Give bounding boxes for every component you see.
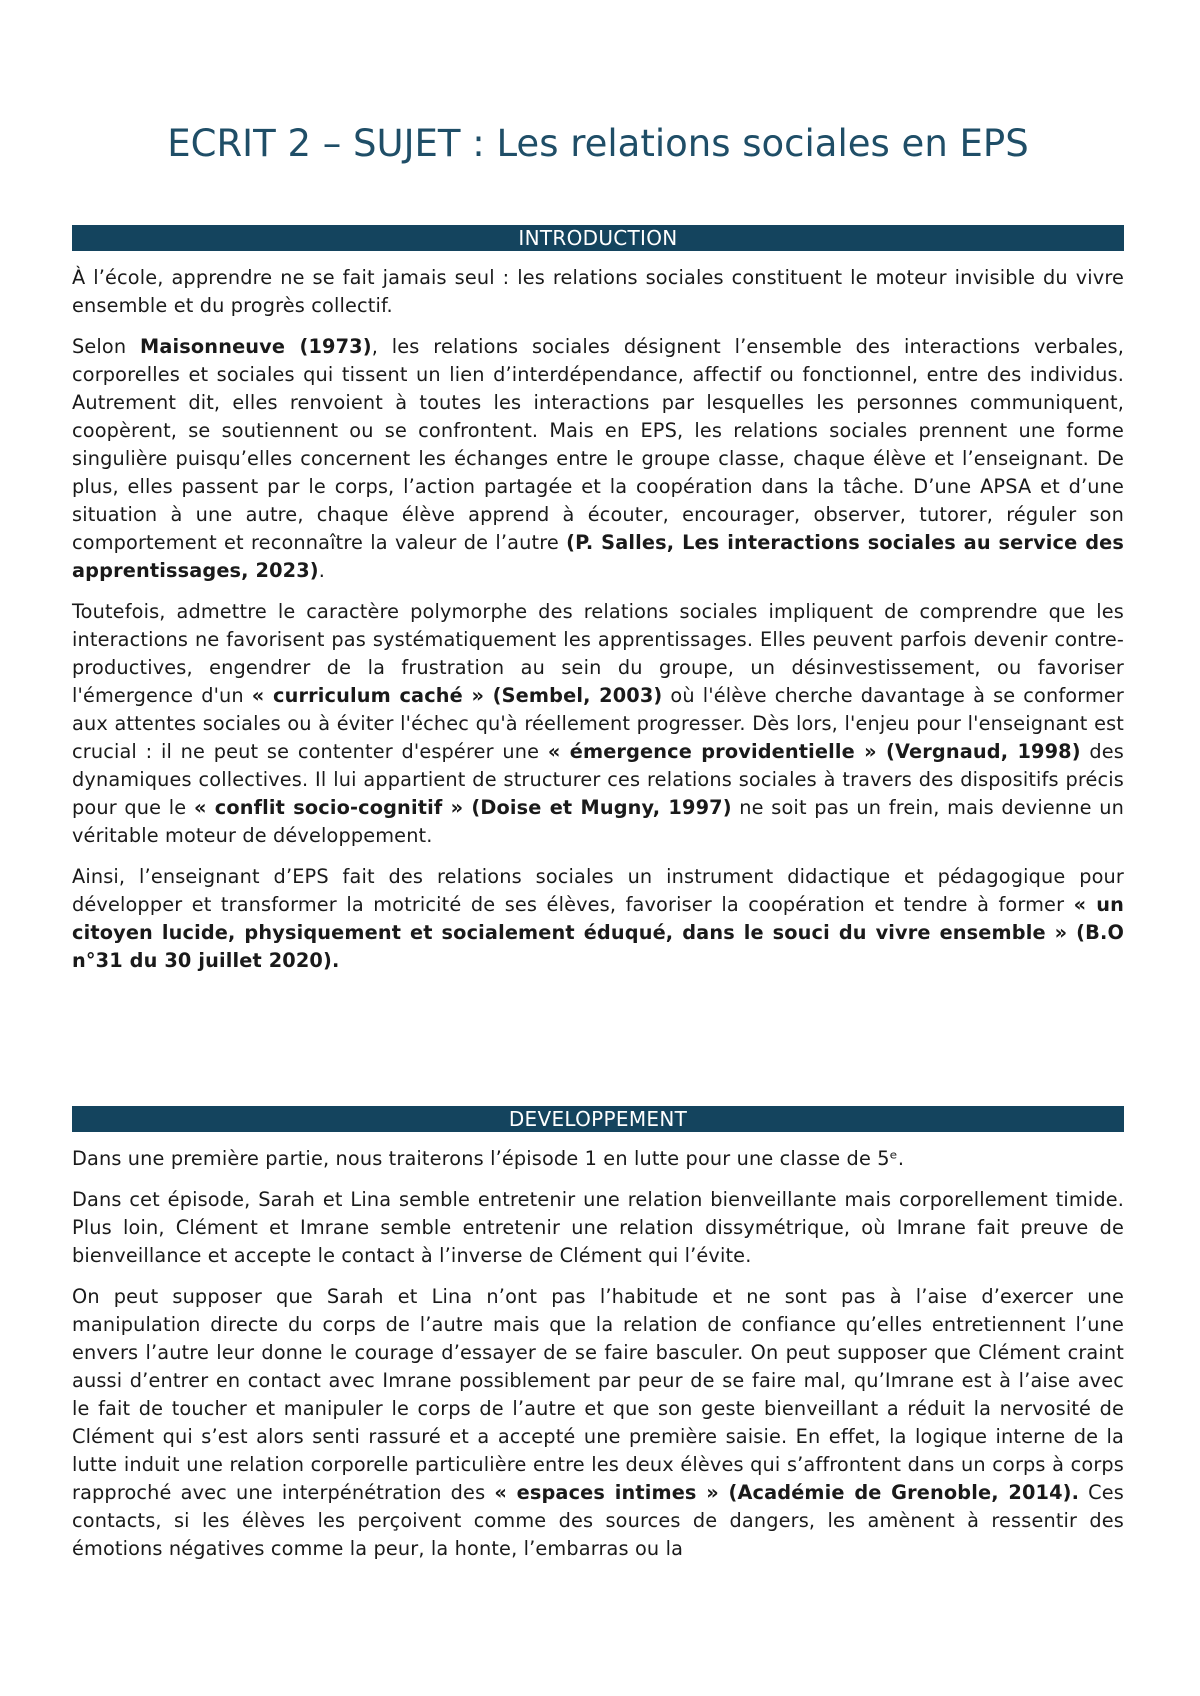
- paragraph: Toutefois, admettre le caractère polymorphe des relations sociales impliquent de comprendre que les interactions ne favorisent pas systématiquement les apprentissages. Elles peuvent parfois devenir contre-productives, engendrer de la frustration au sein du groupe, un désinvestissement, ou favoriser l'émergence d'un « curriculum caché » (Sembel, 2003) où l'élève cherche davantage à se conformer aux attentes sociales ou à éviter l'échec qu'à réellement progresser. Dès lors, l'enjeu pour l'enseignant est crucial : il ne peut se contenter d'espérer une « émergence providentielle » (Vergnaud, 1998) des dynamiques collectives. Il lui appartient de structurer ces relations sociales à travers des dispositifs précis pour que le « conflit socio-cognitif » (Doise et Mugny, 1997) ne soit pas un frein, mais devienne un véritable moteur de développement.: [72, 600, 1124, 847]
- citation: « émergence providentielle » (Vergnaud, 1998): [547, 740, 1081, 763]
- section-heading-developpement: DEVELOPPEMENT: [72, 1106, 1124, 1132]
- section-heading-introduction: INTRODUCTION: [72, 225, 1124, 251]
- paragraph: À l’école, apprendre ne se fait jamais seul : les relations sociales constituent le moteur invisible du vivre ensemble et du progrès collectif.: [72, 266, 1124, 317]
- developpement-section: [72, 1145, 1124, 1576]
- paragraph: Dans cet épisode, Sarah et Lina semble entretenir une relation bienveillante mais corporellement timide. Plus loin, Clément et Imrane semble entretenir une relation dissymétrique, où Imrane fait preuve de bienveillance et accepte le contact à l’inverse de Clément qui l’évite.: [72, 1188, 1124, 1267]
- paragraph: Ainsi, l’enseignant d’EPS fait des relations sociales un instrument didactique et pédagogique pour développer et transformer la motricité de ses élèves, favoriser la coopération et tendre à former « un citoyen lucide, physiquement et socialement éduqué, dans le souci du vivre ensemble » (B.O n°31 du 30 juillet 2020).: [72, 865, 1124, 972]
- paragraph: On peut supposer que Sarah et Lina n’ont pas l’habitude et ne sont pas à l’aise d’exercer une manipulation directe du corps de l’autre mais que la relation de confiance qu’elles entretiennent l’une envers l’autre leur donne le courage d’essayer de se faire basculer. On peut supposer que Clément craint aussi d’entrer en contact avec Imrane possiblement par peur de se faire mal, qu’Imrane est à l’aise avec le fait de toucher et manipuler le corps de l’autre et que son geste bienveillant a réduit la nervosité de Clément qui s’est alors senti rassuré et a accepté une première saisie. En effet, la logique interne de la lutte induit une relation corporelle particulière entre les deux élèves qui s’affrontent dans un corps à corps rapproché avec une interpénétration des « espaces intimes » (Académie de Grenoble, 2014). Ces contacts, si les élèves les perçoivent comme des sources de dangers, les amènent à ressentir des émotions négatives comme la peur, la honte, l’embarras ou la: [72, 1285, 1124, 1560]
- introduction-section: [72, 264, 1124, 988]
- citation: « curriculum caché » (Sembel, 2003): [251, 684, 663, 707]
- paragraph: Dans une première partie, nous traiterons l’épisode 1 en lutte pour une classe de 5ᵉ.: [72, 1147, 905, 1170]
- citation: (P. Salles, Les interactions sociales au service des apprentissages, 2023): [72, 531, 1125, 582]
- citation: « conflit socio-cognitif » (Doise et Mugny, 1997): [193, 796, 732, 819]
- citation: « espaces intimes » (Académie de Grenoble, 2014).: [494, 1481, 1080, 1504]
- citation: « un citoyen lucide, physiquement et socialement éduqué, dans le souci du vivre ensemble » (B.O n°31 du 30 juillet 2020).: [72, 893, 1124, 972]
- paragraph: Selon Maisonneuve (1973), les relations sociales désignent l’ensemble des interactions verbales, corporelles et sociales qui tissent un lien d’interdépendance, affectif ou fonctionnel, entre des individus. Autrement dit, elles renvoient à toutes les interactions par lesquelles les personnes communiquent, coopèrent, se soutiennent ou se confrontent. Mais en EPS, les relations sociales prennent une forme singulière puisqu’elles concernent les échanges entre le groupe classe, chaque élève et l’enseignant. De plus, elles passent par le corps, l’action partagée et la coopération dans la tâche. D’une APSA et d’une situation à une autre, chaque élève apprend à écouter, encourager, observer, tutorer, réguler son comportement et reconnaître la valeur de l’autre (P. Salles, Les interactions sociales au service des apprentissages, 2023).: [72, 335, 1125, 582]
- page-title: ECRIT 2 – SUJET : Les relations sociales en EPS: [167, 122, 1029, 165]
- citation: Maisonneuve (1973): [140, 335, 372, 358]
